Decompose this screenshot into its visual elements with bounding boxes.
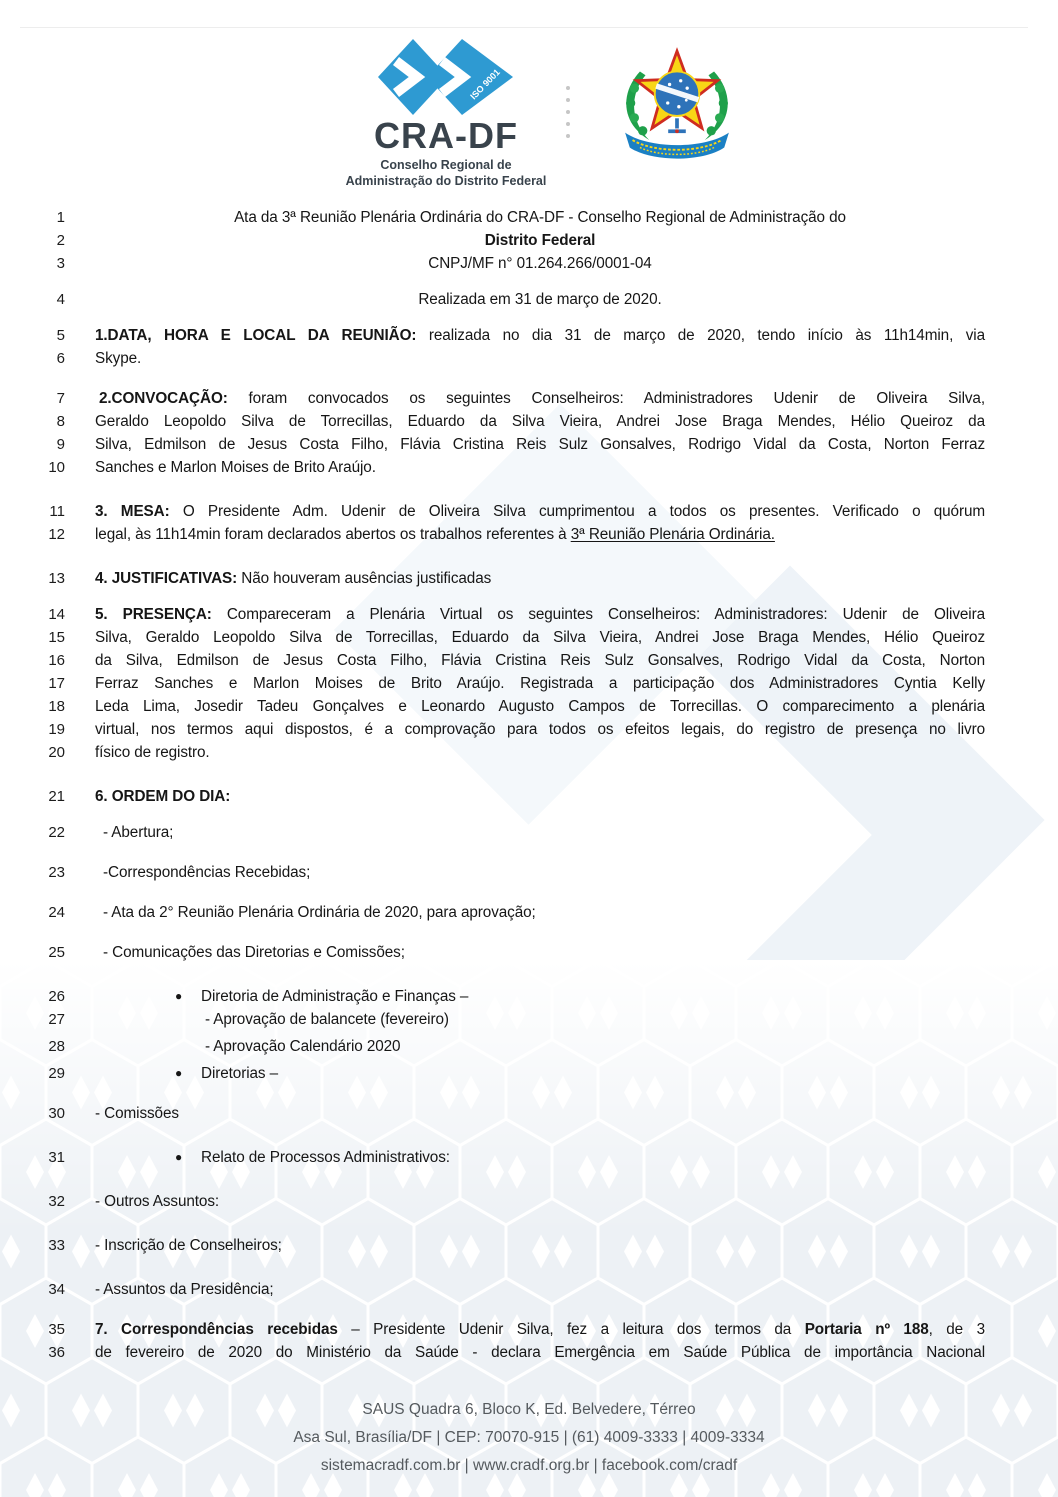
line-number: 24 bbox=[48, 904, 65, 921]
document-line bbox=[40, 229, 985, 252]
iso-label: ISO 9001 bbox=[468, 67, 502, 102]
brazil-coat-of-arms-icon bbox=[612, 40, 742, 166]
line-number: 7 bbox=[56, 390, 65, 407]
line-number: 6 bbox=[56, 350, 65, 367]
line-text: Ferraz Sanches e Marlon Moises de Brito Araújo. Registrada a participação dos Administradores Cyntia Kelly bbox=[95, 675, 985, 692]
line-text: Silva, Edmilson de Jesus Costa Filho, Flávia Cristina Reis Sulz Gonsalves, Rodrigo Vidal da Costa, Norton Ferraz bbox=[95, 436, 985, 453]
document-line bbox=[40, 718, 985, 741]
paragraph bbox=[40, 1035, 985, 1058]
cra-subtitle-line2: Administração do Distrito Federal bbox=[345, 174, 547, 188]
line-number: 9 bbox=[56, 436, 65, 453]
paragraph bbox=[40, 500, 985, 546]
line-text: Leda Lima, Josedir Tadeu Gonçalves e Leonardo Augusto Campos de Torrecillas. O comparecimento a plenária bbox=[95, 698, 985, 715]
paragraph bbox=[40, 1146, 985, 1169]
line-number: 18 bbox=[48, 698, 65, 715]
document-line bbox=[40, 387, 985, 410]
line-text: - Comissões bbox=[95, 1105, 179, 1122]
line-text: ● Relato de Processos Administrativos: bbox=[95, 1146, 985, 1169]
line-number: 28 bbox=[48, 1038, 65, 1055]
line-number: 1 bbox=[56, 209, 65, 226]
line-number: 32 bbox=[48, 1193, 65, 1210]
document-line bbox=[40, 985, 985, 1008]
line-text: Geraldo Leopoldo Silva de Torrecillas, Eduardo da Silva Vieira, Andrei Jose Braga Mendes, Hélio Queiroz da bbox=[95, 413, 985, 430]
line-text: da Silva, Edmilson de Jesus Costa Filho, Flávia Cristina Reis Sulz Gonsalves, Rodrigo Vidal da Costa, Norton bbox=[95, 652, 985, 669]
line-text: - Comunicações das Diretorias e Comissões; bbox=[103, 944, 405, 961]
line-text: CNPJ/MF n° 01.264.266/0001-04 bbox=[428, 255, 652, 272]
document-line bbox=[40, 500, 985, 523]
document-line bbox=[40, 288, 985, 311]
document-line bbox=[40, 1008, 985, 1031]
document-line bbox=[40, 941, 985, 964]
line-number: 25 bbox=[48, 944, 65, 961]
line-text: - Assuntos da Presidência; bbox=[95, 1281, 274, 1298]
paragraph bbox=[40, 901, 985, 924]
line-number: 13 bbox=[48, 570, 65, 587]
line-number: 22 bbox=[48, 824, 65, 841]
paragraph bbox=[40, 785, 985, 808]
line-text: ● Diretorias – bbox=[95, 1062, 985, 1085]
line-number: 35 bbox=[48, 1321, 65, 1338]
document-line bbox=[40, 523, 985, 546]
line-number: 26 bbox=[48, 988, 65, 1005]
header-separator-dots bbox=[566, 86, 570, 138]
line-text: 5. PRESENÇA: Compareceram a Plenária Virtual os seguintes Conselheiros: Administradores: Udenir de Oliveira bbox=[95, 606, 985, 623]
document-line bbox=[40, 1062, 985, 1085]
line-number: 31 bbox=[48, 1149, 65, 1166]
line-text: -Correspondências Recebidas; bbox=[103, 864, 311, 881]
paragraph bbox=[40, 1278, 985, 1301]
line-number: 12 bbox=[48, 526, 65, 543]
footer-contact-line: Asa Sul, Brasília/DF | CEP: 70070-915 | (61) 4009-3333 | 4009-3334 bbox=[293, 1429, 765, 1446]
document-line bbox=[40, 1035, 985, 1058]
line-text: - Abertura; bbox=[103, 824, 174, 841]
line-number: 29 bbox=[48, 1065, 65, 1082]
line-text: Silva, Geraldo Leopoldo Silva de Torrecillas, Eduardo da Silva Vieira, Andrei Jose Braga Mendes, Hélio Queiroz bbox=[95, 629, 985, 646]
line-text: 2.CONVOCAÇÃO: foram convocados os seguintes Conselheiros: Administradores Udenir de Oliveira Silva, bbox=[99, 390, 985, 407]
document-line bbox=[40, 785, 985, 808]
document-line bbox=[40, 324, 985, 347]
document-line bbox=[40, 821, 985, 844]
footer-web-line: sistemacradf.com.br | www.cradf.org.br | facebook.com/cradf bbox=[320, 1457, 738, 1474]
document-line bbox=[40, 567, 985, 590]
document-line bbox=[40, 861, 985, 884]
line-text: - Aprovação Calendário 2020 bbox=[205, 1038, 401, 1055]
line-number: 8 bbox=[56, 413, 65, 430]
paragraph bbox=[40, 861, 985, 884]
line-text: Skype. bbox=[95, 350, 142, 367]
line-number: 21 bbox=[48, 788, 65, 805]
paragraph bbox=[40, 567, 985, 590]
document-line bbox=[40, 1146, 985, 1169]
line-number: 16 bbox=[48, 652, 65, 669]
paragraph bbox=[40, 821, 985, 844]
top-hairline bbox=[20, 27, 1028, 28]
line-number: 5 bbox=[56, 327, 65, 344]
paragraph bbox=[40, 387, 985, 479]
line-text: Realizada em 31 de março de 2020. bbox=[418, 291, 662, 308]
document-line bbox=[40, 410, 985, 433]
line-text: - Ata da 2° Reunião Plenária Ordinária de 2020, para aprovação; bbox=[103, 904, 536, 921]
line-number: 17 bbox=[48, 675, 65, 692]
document-line bbox=[40, 1341, 985, 1364]
line-text: 7. Correspondências recebidas – Presidente Udenir Silva, fez a leitura dos termos da Portaria nº 188, de 3 bbox=[95, 1321, 985, 1338]
document-line bbox=[40, 347, 985, 370]
document-line bbox=[40, 741, 985, 764]
line-number: 20 bbox=[48, 744, 65, 761]
line-number: 34 bbox=[48, 1281, 65, 1298]
line-text: 4. JUSTIFICATIVAS: Não houveram ausências justificadas bbox=[95, 570, 492, 587]
line-text: 1.DATA, HORA E LOCAL DA REUNIÃO: realizada no dia 31 de março de 2020, tendo início às 11h14min, via bbox=[95, 327, 985, 344]
document-line bbox=[40, 252, 985, 275]
document-line bbox=[40, 1190, 985, 1213]
line-number: 2 bbox=[56, 232, 65, 249]
paragraph bbox=[40, 324, 985, 370]
page-footer bbox=[0, 1396, 1058, 1480]
line-text: Sanches e Marlon Moises de Brito Araújo. bbox=[95, 459, 376, 476]
document-line bbox=[40, 649, 985, 672]
line-number: 23 bbox=[48, 864, 65, 881]
line-text: - Inscrição de Conselheiros; bbox=[95, 1237, 282, 1254]
cra-df-logo bbox=[330, 38, 562, 189]
document-line bbox=[40, 1234, 985, 1257]
document-line bbox=[40, 1278, 985, 1301]
line-text: 6. ORDEM DO DIA: bbox=[95, 788, 231, 805]
line-text: virtual, nos termos aqui dispostos, é a comprovação para todos os efeitos legais, do registro de presença no livro bbox=[95, 721, 985, 738]
line-text: físico de registro. bbox=[95, 744, 210, 761]
bullet-marker: ● bbox=[175, 989, 183, 1003]
line-number: 27 bbox=[48, 1011, 65, 1028]
document-line bbox=[40, 672, 985, 695]
line-number: 3 bbox=[56, 255, 65, 272]
line-text: Distrito Federal bbox=[484, 232, 596, 249]
line-text: de fevereiro de 2020 do Ministério da Saúde - declara Emergência em Saúde Pública de importância Nacional bbox=[95, 1344, 985, 1361]
paragraph bbox=[40, 941, 985, 964]
line-text: Ata da 3ª Reunião Plenária Ordinária do CRA-DF - Conselho Regional de Administração do bbox=[234, 209, 846, 226]
document-line bbox=[40, 206, 985, 229]
cra-subtitle-line1: Conselho Regional de bbox=[380, 158, 512, 172]
document-line bbox=[40, 1318, 985, 1341]
line-number: 15 bbox=[48, 629, 65, 646]
bullet-marker: ● bbox=[175, 1150, 183, 1164]
document-body bbox=[40, 206, 985, 1364]
line-number: 19 bbox=[48, 721, 65, 738]
document-line bbox=[40, 456, 985, 479]
paragraph bbox=[40, 206, 985, 275]
line-text: - Aprovação de balancete (fevereiro) bbox=[205, 1011, 449, 1028]
line-text: - Outros Assuntos: bbox=[95, 1193, 220, 1210]
paragraph bbox=[40, 1062, 985, 1085]
line-number: 33 bbox=[48, 1237, 65, 1254]
line-number: 4 bbox=[56, 291, 65, 308]
document-line bbox=[40, 603, 985, 626]
document-line bbox=[40, 901, 985, 924]
bullet-marker: ● bbox=[175, 1066, 183, 1080]
paragraph bbox=[40, 288, 985, 311]
paragraph bbox=[40, 1318, 985, 1364]
document-line bbox=[40, 626, 985, 649]
paragraph bbox=[40, 1234, 985, 1257]
line-number: 10 bbox=[48, 459, 65, 476]
cra-df-diamonds-icon bbox=[378, 38, 514, 116]
line-text: legal, às 11h14min foram declarados abertos os trabalhos referentes à 3ª Reunião Plenária Ordinária. bbox=[95, 526, 775, 543]
footer-address-line: SAUS Quadra 6, Bloco K, Ed. Belvedere, Térreo bbox=[362, 1401, 696, 1418]
line-number: 14 bbox=[48, 606, 65, 623]
line-number: 36 bbox=[48, 1344, 65, 1361]
line-text: 3. MESA: O Presidente Adm. Udenir de Oliveira Silva cumprimentou a todos os presentes. Verificado o quórum bbox=[95, 503, 986, 520]
document-line bbox=[40, 695, 985, 718]
cra-wordmark: CRA-DF bbox=[374, 115, 518, 156]
line-number: 11 bbox=[49, 503, 65, 520]
line-text: ● Diretoria de Administração e Finanças – bbox=[95, 985, 985, 1008]
line-number: 30 bbox=[48, 1105, 65, 1122]
paragraph bbox=[40, 1102, 985, 1125]
paragraph bbox=[40, 603, 985, 764]
document-line bbox=[40, 433, 985, 456]
paragraph bbox=[40, 1190, 985, 1213]
document-line bbox=[40, 1102, 985, 1125]
paragraph bbox=[40, 985, 985, 1031]
